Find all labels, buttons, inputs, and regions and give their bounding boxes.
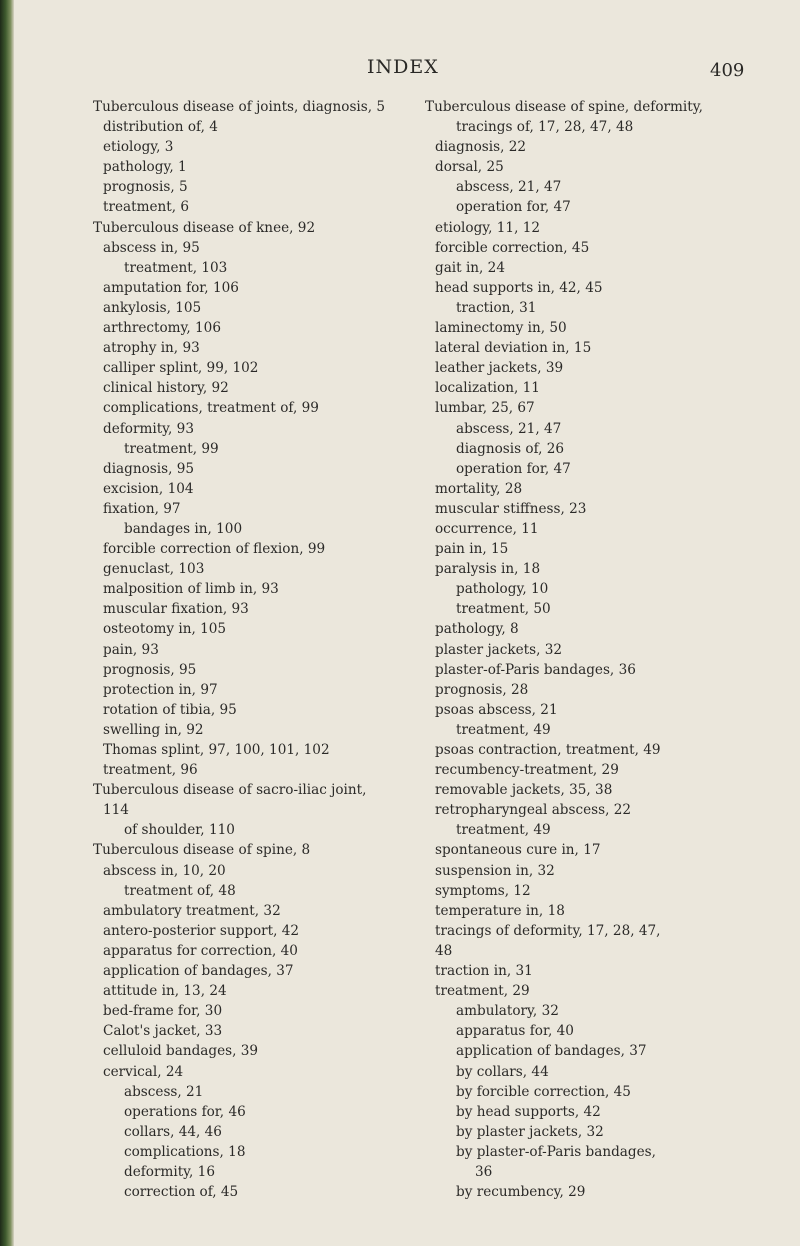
index-subentry: plaster-of-Paris bandages, 36 xyxy=(435,661,636,678)
index-subentry: treatment, 50 xyxy=(456,601,551,618)
index-subentry: paralysis in, 18 xyxy=(435,561,541,578)
index-subentry: treatment, 99 xyxy=(124,440,219,457)
index-subentry: plaster jackets, 32 xyxy=(435,641,563,658)
index-subentry: abscess in, 10, 20 xyxy=(103,862,226,879)
index-heading: Tuberculous disease of knee, 92 xyxy=(93,219,316,236)
index-subentry: recumbency-treatment, 29 xyxy=(435,762,619,779)
index-subentry: genuclast, 103 xyxy=(103,561,205,578)
index-subentry: by head supports, 42 xyxy=(456,1103,601,1120)
index-subentry: pathology, 1 xyxy=(103,159,187,176)
index-subentry: antero-posterior support, 42 xyxy=(103,922,300,939)
index-heading: Tuberculous disease of joints, diagnosis, 5 xyxy=(93,99,386,115)
index-subentry: spontaneous cure in, 17 xyxy=(435,842,601,859)
index-subentry: swelling in, 92 xyxy=(103,721,204,738)
index-subentry: symptoms, 12 xyxy=(435,882,531,899)
index-heading: Tuberculous disease of sacro-iliac joint, xyxy=(93,782,367,799)
index-subentry: lateral deviation in, 15 xyxy=(435,340,592,357)
index-subentry: occurrence, 11 xyxy=(435,520,539,537)
index-subentry: apparatus for correction, 40 xyxy=(103,942,298,959)
index-subentry: pain, 93 xyxy=(103,641,159,658)
index-subentry: arthrectomy, 106 xyxy=(103,320,221,337)
index-subentry: diagnosis of, 26 xyxy=(456,440,565,457)
page-number: 409 xyxy=(710,60,745,81)
index-subentry: protection in, 97 xyxy=(103,681,218,698)
index-column-left xyxy=(93,97,433,1202)
index-subentry: dorsal, 25 xyxy=(435,159,504,176)
index-subentry: deformity, 93 xyxy=(103,420,194,437)
index-subentry: treatment, 6 xyxy=(103,199,190,216)
index-subentry: laminectomy in, 50 xyxy=(435,320,567,337)
index-subentry: distribution of, 4 xyxy=(103,119,218,136)
index-subentry: celluloid bandages, 39 xyxy=(103,1043,259,1060)
index-subentry: diagnosis, 22 xyxy=(435,139,527,156)
index-subentry: clinical history, 92 xyxy=(103,380,229,397)
index-subentry: pathology, 8 xyxy=(435,621,519,638)
index-subentry: malposition of limb in, 93 xyxy=(103,581,279,598)
index-subentry: fixation, 97 xyxy=(103,500,181,517)
index-subentry: forcible correction, 45 xyxy=(435,239,590,256)
index-subentry: by collars, 44 xyxy=(456,1063,549,1080)
index-subentry: Thomas splint, 97, 100, 101, 102 xyxy=(103,742,330,758)
index-subentry: muscular fixation, 93 xyxy=(103,601,249,618)
index-subentry: diagnosis, 95 xyxy=(103,460,195,477)
index-subentry: abscess, 21, 47 xyxy=(456,179,562,196)
index-subentry: apparatus for, 40 xyxy=(456,1023,574,1040)
index-subentry: treatment, 49 xyxy=(456,721,551,738)
index-subentry: prognosis, 95 xyxy=(103,661,197,678)
index-subentry: calliper splint, 99, 102 xyxy=(103,360,259,377)
index-subentry: by plaster-of-Paris bandages, xyxy=(456,1143,656,1160)
index-subentry: localization, 11 xyxy=(435,380,540,397)
index-subentry: prognosis, 28 xyxy=(435,681,529,698)
index-subentry: by plaster jackets, 32 xyxy=(456,1123,604,1140)
index-subentry: forcible correction of flexion, 99 xyxy=(103,541,326,558)
index-subentry: treatment, 49 xyxy=(456,822,551,839)
index-subentry: psoas contraction, treatment, 49 xyxy=(435,742,661,758)
index-heading: Tuberculous disease of spine, deformity, xyxy=(425,99,703,115)
index-subentry: treatment, 103 xyxy=(124,259,228,276)
index-subentry: pathology, 10 xyxy=(456,581,549,598)
book-binding-edge xyxy=(0,0,14,1246)
index-subentry: treatment, 96 xyxy=(103,762,198,779)
index-subentry: correction of, 45 xyxy=(124,1184,239,1201)
index-subentry: pain in, 15 xyxy=(435,541,509,558)
index-subentry: suspension in, 32 xyxy=(435,862,555,879)
index-subentry: Calot's jacket, 33 xyxy=(103,1023,223,1040)
index-subentry: of shoulder, 110 xyxy=(124,822,235,839)
index-subentry: 114 xyxy=(103,802,129,819)
index-subentry: lumbar, 25, 67 xyxy=(435,400,535,417)
index-column-right xyxy=(425,97,765,1202)
index-subentry: atrophy in, 93 xyxy=(103,340,200,357)
index-subentry: tracings of deformity, 17, 28, 47, xyxy=(435,922,661,939)
index-subentry: application of bandages, 37 xyxy=(456,1043,647,1060)
index-subentry: by forcible correction, 45 xyxy=(456,1083,631,1100)
index-subentry: prognosis, 5 xyxy=(103,179,188,196)
index-subentry: ankylosis, 105 xyxy=(103,299,202,316)
index-subentry: rotation of tibia, 95 xyxy=(103,701,237,718)
index-subentry: traction, 31 xyxy=(456,299,537,316)
index-subentry: leather jackets, 39 xyxy=(435,360,564,377)
index-subentry: mortality, 28 xyxy=(435,480,523,497)
index-subentry: amputation for, 106 xyxy=(103,279,239,296)
index-subentry: collars, 44, 46 xyxy=(124,1123,222,1140)
index-subentry: attitude in, 13, 24 xyxy=(103,983,227,1000)
index-subentry: temperature in, 18 xyxy=(435,902,565,919)
index-subentry: treatment of, 48 xyxy=(124,882,236,899)
index-subentry: etiology, 3 xyxy=(103,139,174,156)
index-subentry: gait in, 24 xyxy=(435,259,505,276)
index-subentry: etiology, 11, 12 xyxy=(435,219,541,236)
page-title: INDEX xyxy=(367,56,439,78)
index-subentry: osteotomy in, 105 xyxy=(103,621,227,638)
index-subentry: retropharyngeal abscess, 22 xyxy=(435,802,632,819)
index-heading: Tuberculous disease of spine, 8 xyxy=(93,842,311,859)
index-subentry: operation for, 47 xyxy=(456,460,571,477)
index-subentry: bandages in, 100 xyxy=(124,520,243,537)
page-header xyxy=(0,56,800,86)
index-subentry: cervical, 24 xyxy=(103,1063,184,1080)
index-subentry: psoas abscess, 21 xyxy=(435,701,558,718)
index-subentry: excision, 104 xyxy=(103,480,194,497)
index-subentry: abscess, 21 xyxy=(124,1083,204,1100)
index-subentry: treatment, 29 xyxy=(435,983,530,1000)
index-subentry: operation for, 47 xyxy=(456,199,571,216)
index-subentry: complications, treatment of, 99 xyxy=(103,400,319,417)
index-subentry: traction in, 31 xyxy=(435,963,533,980)
index-subentry: tracings of, 17, 28, 47, 48 xyxy=(456,119,634,136)
index-subentry: ambulatory treatment, 32 xyxy=(103,902,281,919)
index-subentry: 48 xyxy=(435,942,453,959)
index-subentry: bed-frame for, 30 xyxy=(103,1003,223,1020)
index-subentry: deformity, 16 xyxy=(124,1163,215,1180)
index-subentry: removable jackets, 35, 38 xyxy=(435,782,613,799)
index-subentry: 36 xyxy=(475,1163,493,1180)
index-subentry: application of bandages, 37 xyxy=(103,963,294,980)
index-subentry: by recumbency, 29 xyxy=(456,1184,586,1201)
index-subentry: abscess in, 95 xyxy=(103,239,200,256)
index-subentry: abscess, 21, 47 xyxy=(456,420,562,437)
index-subentry: muscular stiffness, 23 xyxy=(435,500,587,517)
index-subentry: ambulatory, 32 xyxy=(456,1003,559,1020)
index-subentry: complications, 18 xyxy=(124,1143,246,1160)
index-subentry: head supports in, 42, 45 xyxy=(435,279,603,296)
index-subentry: operations for, 46 xyxy=(124,1103,246,1120)
